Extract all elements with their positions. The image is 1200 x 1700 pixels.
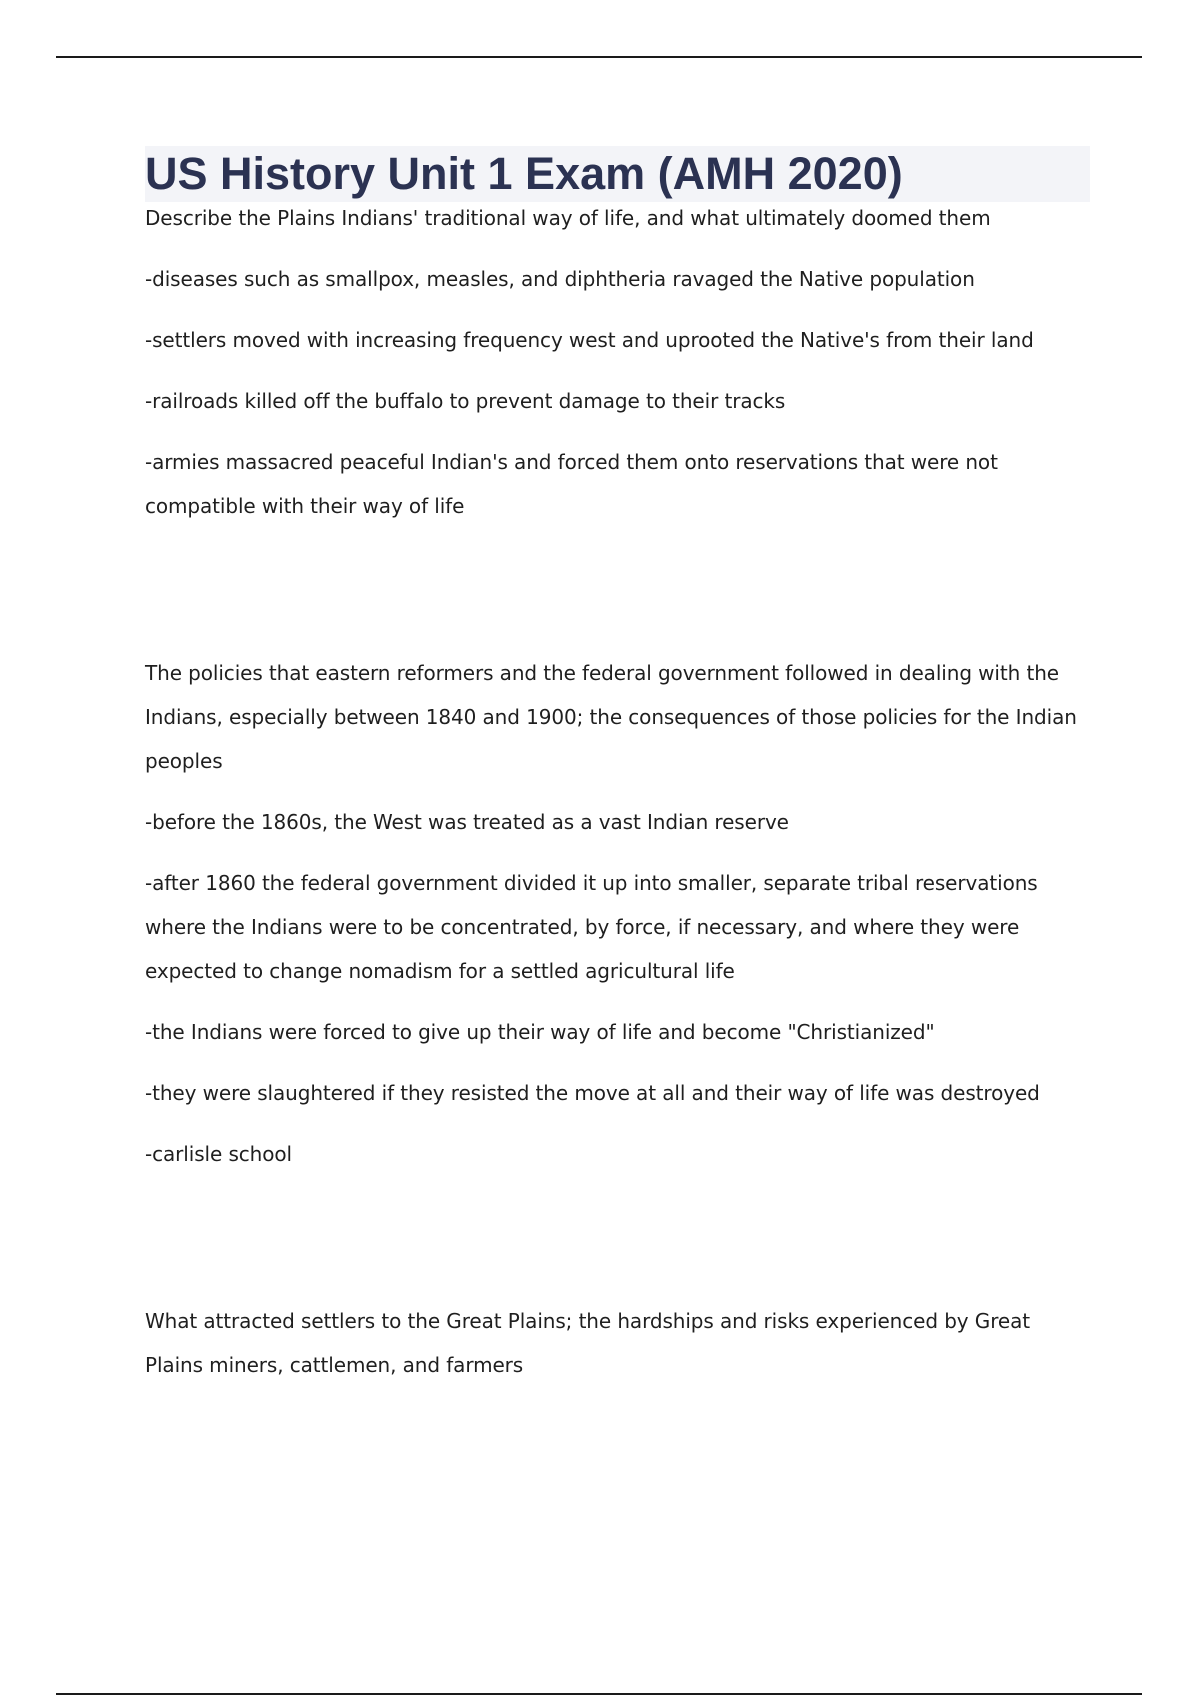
answer-2-5: -carlisle school — [145, 1142, 292, 1166]
answer-1-4: -armies massacred peaceful Indian's and forced them onto reservations that were not compatible with their way of life — [145, 450, 998, 518]
title-band — [145, 146, 1090, 202]
answer-1-2: -settlers moved with increasing frequency west and uprooted the Native's from their land — [145, 328, 1034, 352]
question-2: The policies that eastern reformers and the federal government followed in dealing with the Indians, especially between 1840 and 1900; the consequences of those policies for the Indian peoples — [145, 661, 1077, 773]
document-title: US History Unit 1 Exam (AMH 2020) — [145, 148, 903, 199]
document-body — [145, 146, 1090, 1387]
answer-1-3: -railroads killed off the buffalo to prevent damage to their tracks — [145, 389, 786, 413]
answer-1-1: -diseases such as smallpox, measles, and diphtheria ravaged the Native population — [145, 267, 975, 291]
question-3: What attracted settlers to the Great Plains; the hardships and risks experienced by Great Plains miners, cattlemen, and farmers — [145, 1309, 1030, 1377]
answer-2-4: -they were slaughtered if they resisted the move at all and their way of life was destroyed — [145, 1081, 1040, 1105]
answer-2-2: -after 1860 the federal government divided it up into smaller, separate tribal reservations where the Indians were to be concentrated, by force, if necessary, and where they were expected to change nomadism for a settled agricultural life — [145, 871, 1038, 983]
bottom-rule — [56, 1693, 1142, 1695]
answer-2-1: -before the 1860s, the West was treated as a vast Indian reserve — [145, 810, 789, 834]
top-rule — [56, 56, 1142, 58]
question-1: Describe the Plains Indians' traditional way of life, and what ultimately doomed them — [145, 206, 991, 230]
answer-2-3: -the Indians were forced to give up their way of life and become "Christianized" — [145, 1020, 935, 1044]
